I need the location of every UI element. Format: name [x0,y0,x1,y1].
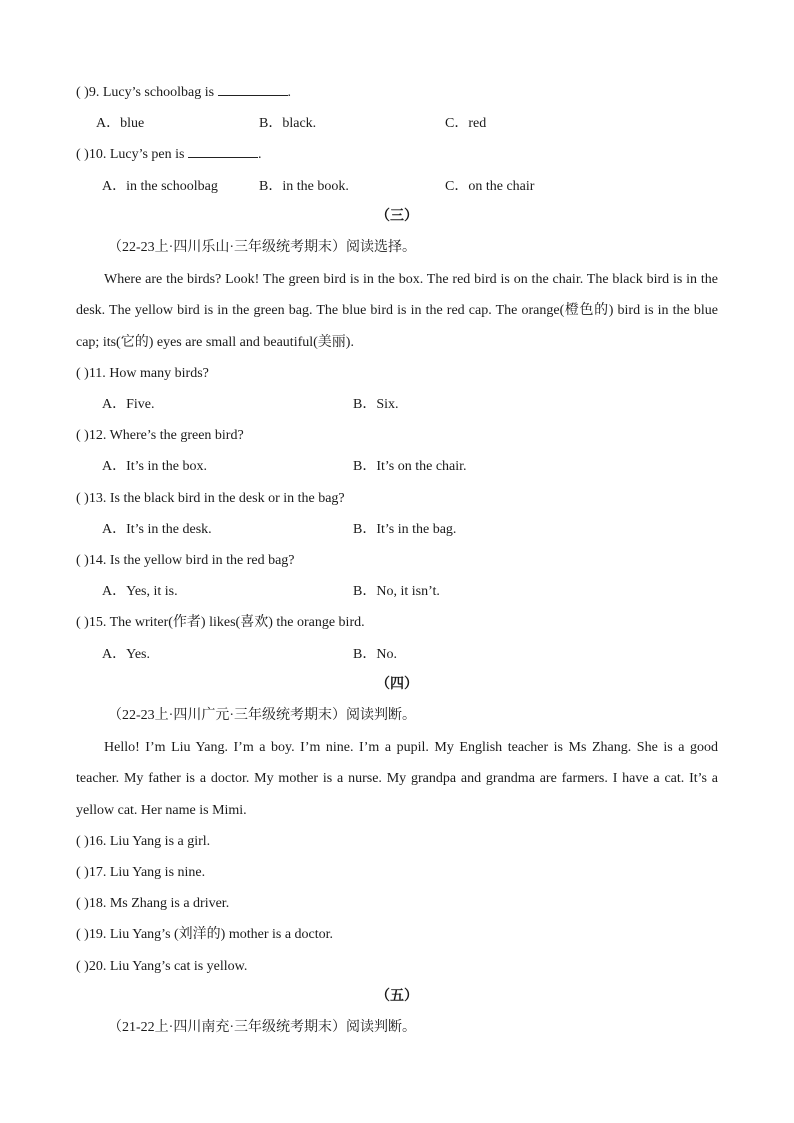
question-12: ( )12. Where’s the green bird? [76,428,244,443]
question-17: ( )17. Liu Yang is nine. [76,865,206,880]
question-19: ( )19. Liu Yang’s (刘洋的) mother is a doctor. [76,927,334,942]
section-source: （22-23上·四川乐山·三年级统考期末）阅读选择。 [108,240,416,255]
question-text: Lucy’s pen is [109,147,185,162]
section-source: （21-22上·四川南充·三年级统考期末）阅读判断。 [108,1020,416,1035]
option-c: C．on the chair [445,179,535,194]
option-b: B．It’s in the bag. [353,522,457,537]
section-source: （22-23上·四川广元·三年级统考期末）阅读判断。 [108,708,416,723]
reading-passage: Where are the birds? Look! The green bird is in the box. The red bird is on the chair. The black bird is in the desk. The yellow bird is in the green bag. The blue bird is in the red cap. The orange(橙色的) bird is in the blue cap; its(它的) eyes are small and beautiful(美丽). [76,272,718,350]
option-a: A．blue [96,116,145,131]
option-b: B．No, it isn’t. [353,584,440,599]
option-a: A．It’s in the desk. [102,522,212,537]
question-20: ( )20. Liu Yang’s cat is yellow. [76,959,248,974]
question-number: ( )9. [76,85,100,100]
option-b: B．black. [259,116,317,131]
option-a: A．Five. [102,397,155,412]
option-c: C．red [445,116,487,131]
question-11: ( )11. How many birds? [76,366,209,381]
question-14: ( )14. Is the yellow bird in the red bag? [76,553,295,568]
question-9: ( )9. Lucy’s schoolbag is . [76,85,292,100]
option-a: A．It’s in the box. [102,459,207,474]
question-10: ( )10. Lucy’s pen is . [76,147,262,162]
option-a: A．in the schoolbag [102,179,218,194]
section-heading: （五） [376,989,418,1004]
option-b: B．Six. [353,397,399,412]
reading-passage: Hello! I’m Liu Yang. I’m a boy. I’m nine. I’m a pupil. My English teacher is Ms Zhang. She is a good teacher. My father is a doctor. My mother is a nurse. My grandpa and grandma are farmers. I have a cat. It’s a yellow cat. Her name is Mimi. [76,740,718,818]
answer-blank [218,83,288,96]
question-13: ( )13. Is the black bird in the desk or in the bag? [76,491,345,506]
option-b: B．in the book. [259,179,349,194]
question-text: Lucy’s schoolbag is [102,85,215,100]
section-heading: （四） [376,677,418,692]
question-18: ( )18. Ms Zhang is a driver. [76,896,230,911]
section-heading: （三） [376,209,418,224]
question-15: ( )15. The writer(作者) likes(喜欢) the orange bird. [76,615,365,630]
option-a: A．Yes. [102,647,150,662]
option-a: A．Yes, it is. [102,584,178,599]
question-number: ( )10. [76,147,107,162]
question-16: ( )16. Liu Yang is a girl. [76,834,211,849]
option-b: B．It’s on the chair. [353,459,467,474]
option-b: B．No. [353,647,397,662]
answer-blank [188,145,258,158]
